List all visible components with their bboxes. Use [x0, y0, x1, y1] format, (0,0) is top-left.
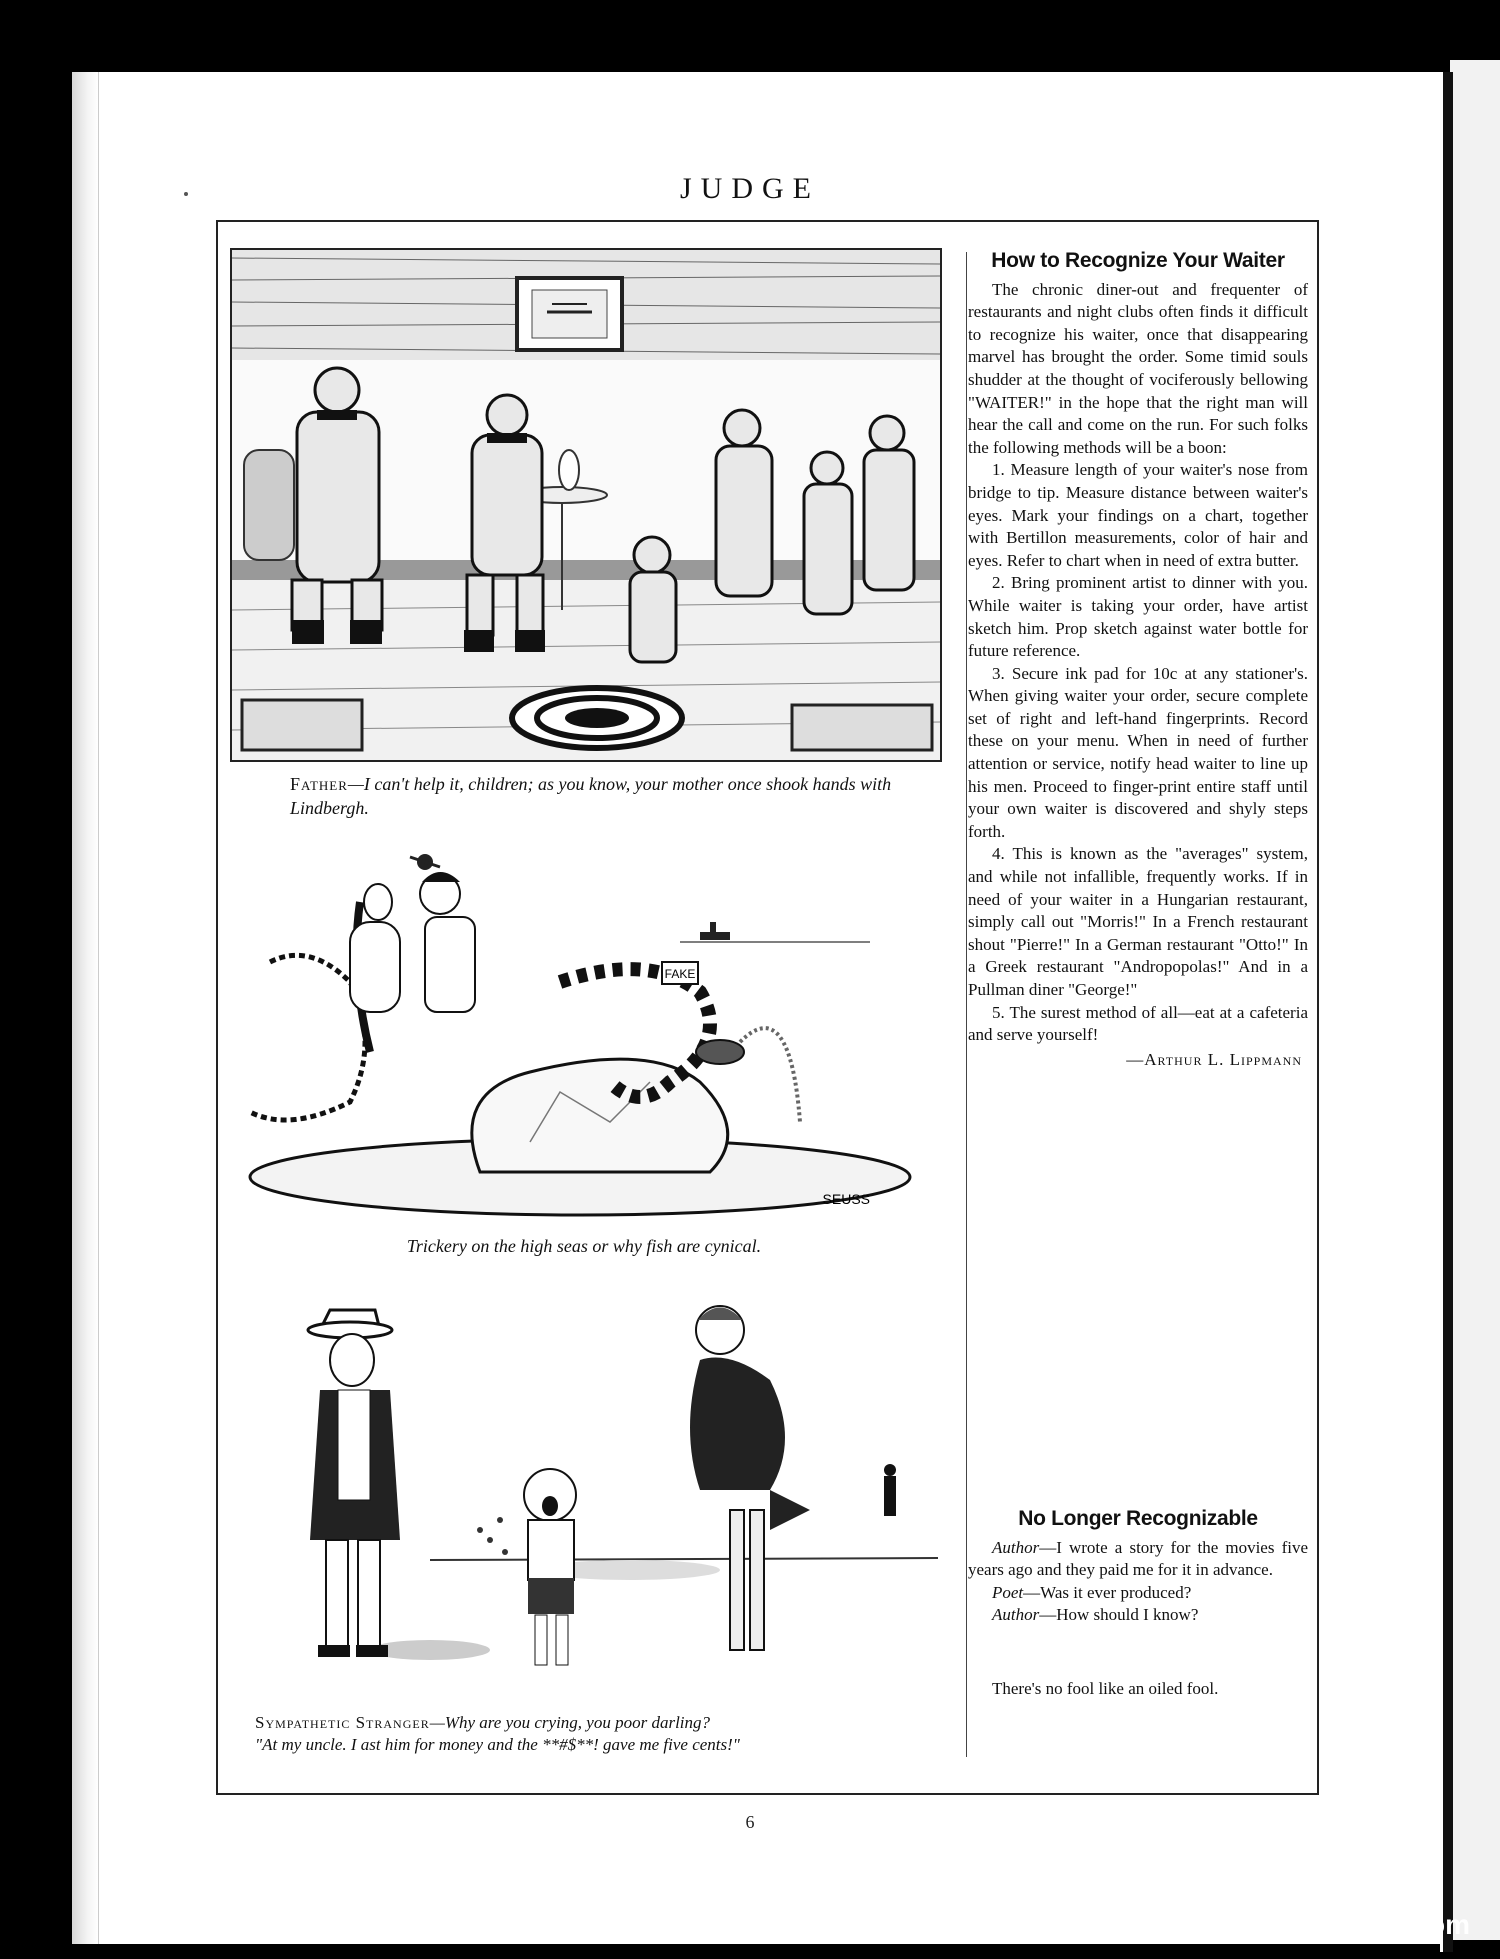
- dialog-line: [968, 1582, 1308, 1605]
- cartoon-crying-child: [230, 1290, 938, 1702]
- adjacent-page-edge: [1450, 60, 1500, 1940]
- cartoon2-caption: Trickery on the high seas or why fish are cynical.: [406, 1236, 762, 1256]
- dialog-text: —Was it ever produced?: [1023, 1582, 1192, 1602]
- caption-line-2: "At my uncle. I ast him for money and the **#$**! gave me five cents!": [255, 1735, 740, 1754]
- article-how-to-recognize-waiter: [968, 250, 1308, 1071]
- fake-sign-text: FAKE: [664, 967, 696, 981]
- watermark: comicbooks.com: [1241, 1909, 1470, 1940]
- cartoon3-caption: [255, 1712, 945, 1756]
- cartoon-aviator-family: [230, 248, 942, 762]
- dialog-text: —How should I know?: [1039, 1605, 1199, 1625]
- article-paragraph: The chronic diner-out and frequenter of restaurants and night clubs often finds it difficult to recognize his waiter, once that disappearing marvel has brought the order. Some timid souls shudder at the thought of vociferously bellowing "WAITER!" in the hope that the right man will hear the call and come on the run. For such folks the following methods will be a boon:: [968, 279, 1308, 457]
- page-binding-shadow: [72, 72, 99, 1944]
- masthead: JUDGE: [680, 172, 820, 205]
- article-paragraph: 2. Bring prominent artist to dinner with you. While waiter is taking your order, have artist sketch him. Prop sketch against water bottle for future reference.: [968, 573, 1308, 661]
- cartoon1-caption: [290, 772, 910, 820]
- caption-text: —Why are you crying, you poor darling?: [429, 1713, 711, 1732]
- article-title: How to Recognize Your Waiter: [991, 249, 1285, 272]
- article-title: No Longer Recognizable: [1018, 1507, 1258, 1530]
- article-no-longer-recognizable: [968, 1508, 1308, 1627]
- article-paragraph: 1. Measure length of your waiter's nose from bridge to tip. Measure distance between waiter's eyes. Mark your findings on a chart, together with Bertillon measurements, color of hair and eyes. Refer to chart when in need of extra butter.: [968, 460, 1308, 570]
- speaker: Poet: [992, 1582, 1024, 1602]
- artist-signature: SEUSS: [822, 1191, 870, 1207]
- cartoon-mermaids: [230, 842, 938, 1222]
- caption-speaker: Sympathetic Stranger: [255, 1713, 430, 1732]
- article-paragraph: 3. Secure ink pad for 10c at any stationer's. When giving waiter your order, secure complete set of right and left-hand fingerprints. Record these on your menu. When in need of further attention or service, notify head waiter to line up his men. Proceed to finger-print entire staff until your own waiter is discovered and shyly steps forth.: [968, 663, 1308, 841]
- dialog-line: [968, 1537, 1308, 1582]
- caption-text: —I can't help it, children; as you know, your mother once shook hands with Lindbergh.: [290, 774, 892, 818]
- page-number: 6: [745, 1812, 755, 1832]
- page-gutter: [1440, 72, 1453, 1952]
- filler-text: There's no fool like an oiled fool.: [992, 1679, 1219, 1698]
- author-signature: —Arthur L. Lippmann: [1126, 1049, 1302, 1069]
- article-paragraph: 4. This is known as the "averages" system, and while not infallible, frequently works. If in need of your waiter in a Hungarian restaurant, simply call out "Morris!" In a French restaurant shout "Pierre!" In a German restaurant "Otto!" In a Greek restaurant "Andropopolas!" And in a Pullman diner "George!": [968, 844, 1308, 999]
- filler-joke: [968, 1678, 1308, 1701]
- article-paragraph: 5. The surest method of all—eat at a cafeteria and serve yourself!: [968, 1002, 1308, 1045]
- column-rule: [966, 252, 967, 1757]
- caption-line-1: [255, 1712, 945, 1734]
- dialog-text: —I wrote a story for the movies five years ago and they paid me for it in advance.: [968, 1537, 1308, 1580]
- dialog-line: [968, 1604, 1308, 1627]
- speaker: Author: [992, 1537, 1040, 1557]
- caption-speaker: Father: [290, 774, 348, 794]
- speaker: Author: [992, 1605, 1040, 1625]
